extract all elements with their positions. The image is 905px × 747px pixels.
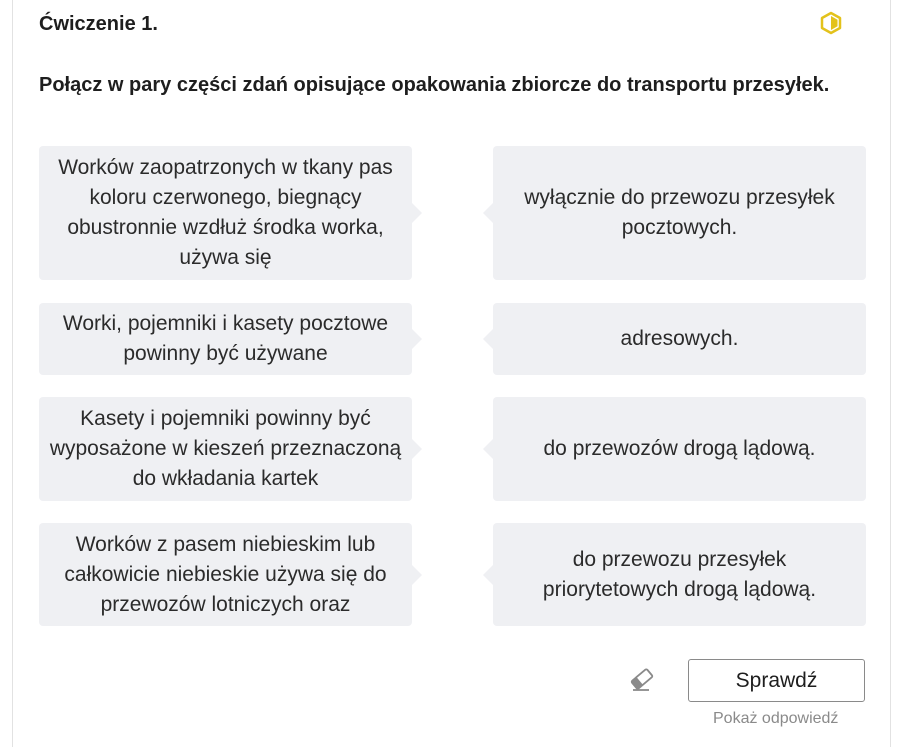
pair-row-2 — [39, 303, 866, 375]
reset-button[interactable] — [627, 666, 657, 692]
left-tile-1[interactable]: Worków zaopatrzonych w tkany pas koloru czerwonego, biegnący obustronnie wzdłuż środka worka, używa się — [39, 146, 412, 280]
check-button[interactable]: Sprawdź — [688, 659, 865, 702]
hexagon-half-filled-icon — [819, 11, 843, 35]
right-tile-4[interactable]: do przewozu przesyłek priorytetowych drogą lądową. — [493, 523, 866, 626]
right-tile-1[interactable]: wyłącznie do przewozu przesyłek pocztowych. — [493, 146, 866, 280]
left-tile-3[interactable]: Kasety i pojemniki powinny być wyposażone w kieszeń przeznaczoną do wkładania kartek — [39, 397, 412, 501]
right-tile-2[interactable]: adresowych. — [493, 303, 866, 375]
left-tile-4[interactable]: Worków z pasem niebieskim lub całkowicie niebieskie używa się do przewozów lotniczych oraz — [39, 523, 412, 626]
left-tile-2[interactable]: Worki, pojemniki i kasety pocztowe powinny być używane — [39, 303, 412, 375]
pair-row-4 — [39, 523, 866, 626]
exercise-title: Ćwiczenie 1. — [39, 13, 158, 35]
show-answer-link[interactable]: Pokaż odpowiedź — [713, 710, 839, 727]
right-tile-3[interactable]: do przewozów drogą lądową. — [493, 397, 866, 501]
eraser-icon — [627, 666, 657, 692]
exercise-card — [12, 0, 891, 747]
pair-row-1 — [39, 146, 866, 280]
pair-row-3 — [39, 397, 866, 501]
exercise-instruction: Połącz w pary części zdań opisujące opakowania zbiorcze do transportu przesyłek. — [39, 74, 830, 96]
